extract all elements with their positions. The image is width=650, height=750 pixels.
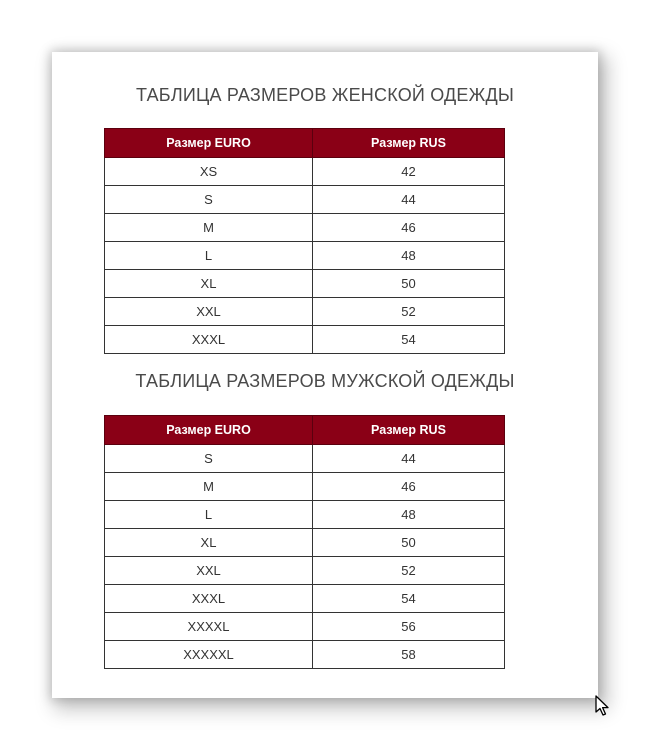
size-rus-cell: 54 [313,585,505,613]
table-row [105,214,505,242]
table-row [105,242,505,270]
men-size-chart-title: ТАБЛИЦА РАЗМЕРОВ МУЖСКОЙ ОДЕЖДЫ [135,371,515,391]
size-rus-cell: 54 [313,326,505,354]
size-rus-cell: 48 [313,501,505,529]
size-euro-cell: XXL [105,298,313,326]
table-row [105,557,505,585]
mouse-pointer-icon [594,695,612,717]
column-header-euro: Размер EURO [105,129,313,158]
table-row [105,529,505,557]
size-rus-cell: 46 [313,473,505,501]
table-row [105,641,505,669]
table-row [105,613,505,641]
women-size-table [104,128,505,354]
size-rus-cell: 52 [313,298,505,326]
women-size-chart-title: ТАБЛИЦА РАЗМЕРОВ ЖЕНСКОЙ ОДЕЖДЫ [136,85,514,105]
men-size-table-body [105,445,505,669]
women-size-table-body [105,158,505,354]
size-euro-cell: XXXXL [105,613,313,641]
table-row [105,158,505,186]
table-header-row [105,416,505,445]
size-rus-cell: 58 [313,641,505,669]
table-row [105,473,505,501]
size-rus-cell: 46 [313,214,505,242]
table-row [105,270,505,298]
size-euro-cell: XL [105,529,313,557]
size-euro-cell: M [105,473,313,501]
size-euro-cell: XS [105,158,313,186]
table-row [105,445,505,473]
men-size-table [104,415,505,669]
size-euro-cell: M [105,214,313,242]
size-euro-cell: L [105,242,313,270]
size-chart-panel [52,52,598,698]
size-euro-cell: S [105,445,313,473]
table-row [105,326,505,354]
table-header-row [105,129,505,158]
size-euro-cell: S [105,186,313,214]
size-rus-cell: 50 [313,529,505,557]
size-rus-cell: 48 [313,242,505,270]
size-rus-cell: 42 [313,158,505,186]
size-euro-cell: L [105,501,313,529]
table-row [105,186,505,214]
size-euro-cell: XXXL [105,585,313,613]
size-rus-cell: 56 [313,613,505,641]
size-euro-cell: XL [105,270,313,298]
table-row [105,501,505,529]
column-header-rus: Размер RUS [313,416,505,445]
column-header-euro: Размер EURO [105,416,313,445]
size-rus-cell: 44 [313,186,505,214]
size-euro-cell: XXXL [105,326,313,354]
column-header-rus: Размер RUS [313,129,505,158]
size-euro-cell: XXXXXL [105,641,313,669]
size-euro-cell: XXL [105,557,313,585]
size-rus-cell: 52 [313,557,505,585]
size-rus-cell: 44 [313,445,505,473]
table-row [105,298,505,326]
size-rus-cell: 50 [313,270,505,298]
table-row [105,585,505,613]
